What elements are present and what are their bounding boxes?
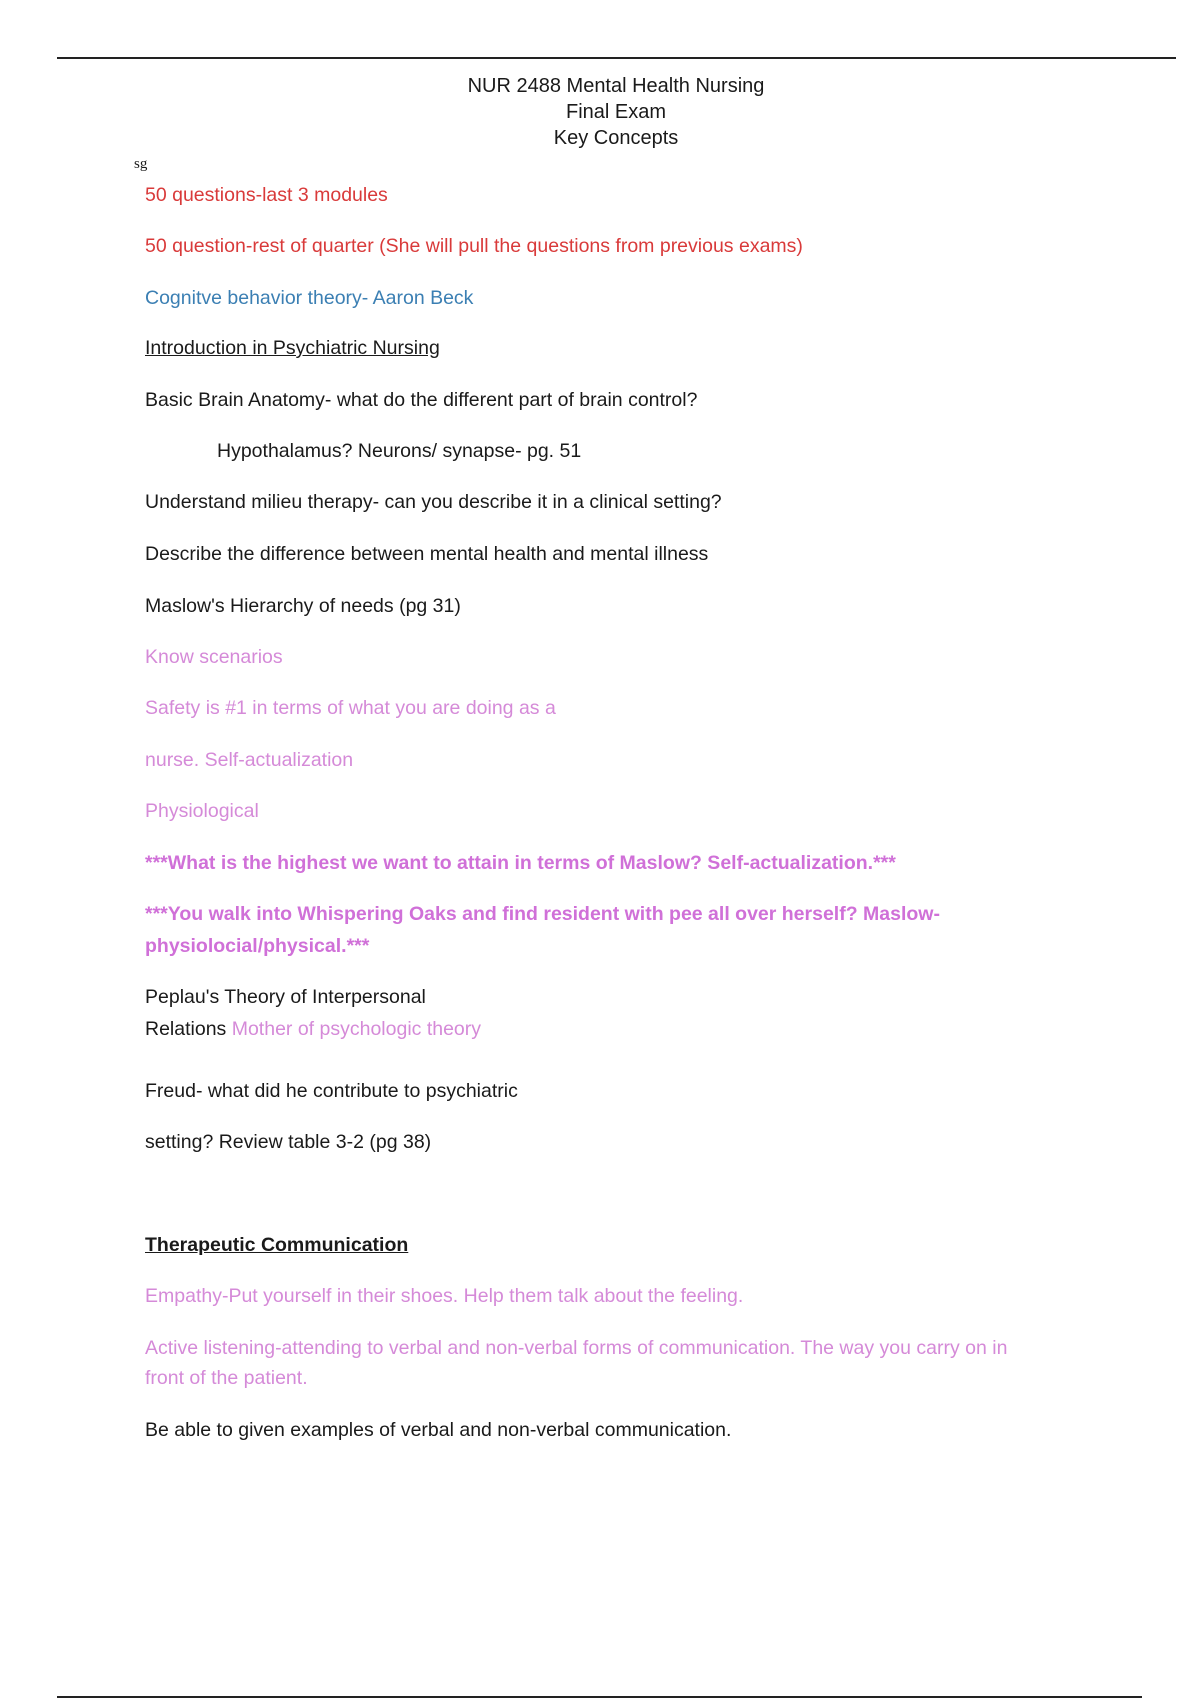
top-rule (57, 57, 1176, 59)
note-active-line2: front of the patient. (145, 1367, 308, 1389)
note-safety: Safety is #1 in terms of what you are doing as a (145, 697, 556, 719)
note-physiological: Physiological (145, 800, 259, 822)
bottom-rule (57, 1696, 1142, 1698)
document-header (0, 73, 1200, 151)
note-whispering-line2: physiolocial/physical.*** (145, 935, 370, 957)
peplau-mother: Mother of psychologic theory (231, 1018, 482, 1040)
note-q50-quarter: 50 question-rest of quarter (She will pull the questions from previous exams) (145, 235, 803, 257)
note-brain: Basic Brain Anatomy- what do the different part of brain control? (145, 389, 698, 411)
note-peplau-line1: Peplau's Theory of Interpersonal (145, 986, 426, 1008)
course-title: NUR 2488 Mental Health Nursing (467, 75, 765, 97)
note-empathy: Empathy-Put yourself in their shoes. Help them talk about the feeling. (145, 1285, 744, 1307)
section-heading-therapeutic: Therapeutic Communication (145, 1234, 409, 1256)
note-whispering-line1: ***You walk into Whispering Oaks and find resident with pee all over herself? Maslow- (145, 903, 940, 925)
note-q50-modules: 50 questions-last 3 modules (145, 184, 388, 206)
note-highest: ***What is the highest we want to attain in terms of Maslow? Self-actualization.*** (145, 852, 896, 874)
note-scenarios: Know scenarios (145, 646, 283, 668)
note-active-line1: Active listening-attending to verbal and non-verbal forms of communication. The way you carry on in (145, 1337, 1008, 1359)
note-difference: Describe the difference between mental health and mental illness (145, 543, 709, 565)
note-maslow: Maslow's Hierarchy of needs (pg 31) (145, 595, 461, 617)
note-hypothalamus: Hypothalamus? Neurons/ synapse- pg. 51 (217, 440, 582, 462)
peplau-relations: Relations (145, 1018, 227, 1040)
exam-title: Final Exam (565, 101, 667, 123)
note-freud-line1: Freud- what did he contribute to psychiatric (145, 1080, 518, 1102)
note-cbt: Cognitve behavior theory- Aaron Beck (145, 287, 474, 309)
note-peplau-line2 (145, 1014, 481, 1044)
author-tag: sg (134, 156, 148, 172)
note-freud-line2: setting? Review table 3-2 (pg 38) (145, 1131, 432, 1153)
note-examples: Be able to given examples of verbal and non-verbal communication. (145, 1419, 732, 1441)
section-heading-intro: Introduction in Psychiatric Nursing (145, 337, 440, 359)
note-nurse-self: nurse. Self-actualization (145, 749, 354, 771)
subtitle: Key Concepts (553, 127, 679, 149)
note-milieu: Understand milieu therapy- can you describe it in a clinical setting? (145, 491, 722, 513)
